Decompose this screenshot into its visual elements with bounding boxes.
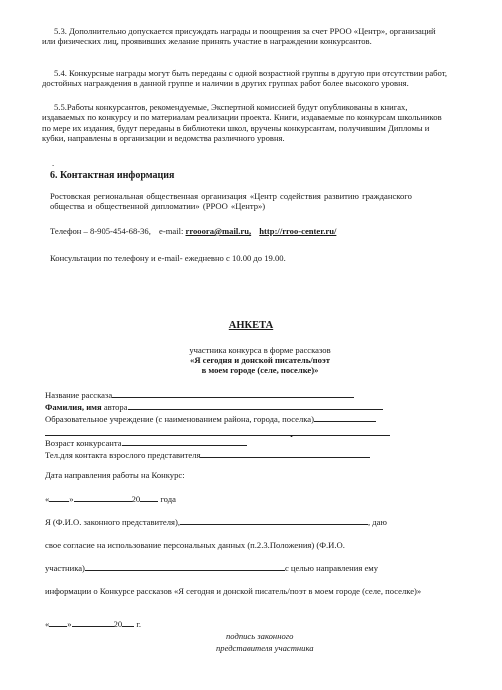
contacts-email-label: e-mail: bbox=[159, 226, 184, 236]
signature-caption-1: подпись законного bbox=[226, 631, 294, 641]
author-label-bold: Фамилия, имя bbox=[45, 402, 102, 412]
sign-quote-close: » bbox=[67, 619, 72, 629]
sign-month-line[interactable] bbox=[72, 618, 114, 627]
participant-suffix: с целью направления ему bbox=[284, 563, 378, 573]
dot-mark-2: • bbox=[290, 431, 294, 441]
date-field[interactable] bbox=[45, 493, 176, 504]
contacts-phone: Телефон – 8-905-454-68-36, bbox=[50, 226, 151, 236]
story-title-label: Название рассказа bbox=[45, 390, 113, 400]
sign-day-line[interactable] bbox=[49, 618, 67, 627]
participant-label: участника) bbox=[45, 563, 85, 573]
school-line[interactable] bbox=[314, 413, 376, 422]
school-line-2[interactable] bbox=[45, 427, 390, 436]
school-label: Образовательное учреждение (с наименованием района, города, поселка) bbox=[45, 414, 314, 424]
consent-name-line[interactable] bbox=[180, 516, 368, 525]
author-field[interactable] bbox=[45, 401, 383, 412]
dot-mark: . bbox=[52, 158, 55, 168]
consent-text: свое согласие на использование персональных данных (п.2.3.Положения) (Ф.И.О. bbox=[45, 540, 345, 550]
adult-phone-field[interactable] bbox=[45, 449, 370, 460]
paragraph-5-5: 5.5.Работы конкурсантов, рекомендуемые, Экспертной комиссией будут опубликованы в книгах, издаваемых по конкурсу и по материалам реализации проекта. Книги, издаваемые по конкурсам школьников по мере их издания, будут переданы в библиотеки школ, вручены конкурсантам, получившим Дипломы и кубки, направлены в организации и ведомства различного уровня. bbox=[42, 102, 442, 144]
author-line[interactable] bbox=[128, 401, 383, 410]
date-year-prefix: 20 bbox=[131, 494, 141, 504]
form-subtitle-3: в моем городе (селе, поселке)» bbox=[201, 365, 319, 375]
age-line[interactable] bbox=[122, 437, 247, 446]
date-quote-open: « bbox=[45, 494, 50, 504]
sign-year-line[interactable] bbox=[122, 618, 134, 627]
contacts-org: Ростовская региональная общественная организация «Центр содействия развитию гражданского общества и общественной дипломатии» (РРОО «Центр») bbox=[50, 191, 412, 212]
consent-suffix: , даю bbox=[367, 517, 387, 527]
date-day-line[interactable] bbox=[49, 493, 69, 502]
author-label: автора bbox=[103, 402, 128, 412]
form-subtitle-2: «Я сегодня и донской писатель/поэт bbox=[190, 355, 330, 365]
participant-line[interactable] bbox=[85, 562, 285, 571]
date-label: Дата направления работы на Конкурс: bbox=[45, 470, 185, 480]
sign-year-prefix: 20 bbox=[113, 619, 123, 629]
age-label: Возраст конкурсанта bbox=[45, 438, 122, 448]
contacts-heading: 6. Контактная информация bbox=[50, 170, 175, 181]
contacts-email-link[interactable]: rrooora@mail.ru, bbox=[185, 226, 252, 236]
paragraph-5-4: 5.4. Конкурсные награды могут быть переданы с одной возрастной группы в другую при отсутствии работ, достойных награждения в данной группе и наличии в других группах работ более высокого уровня. bbox=[42, 68, 447, 89]
school-field[interactable] bbox=[45, 413, 376, 424]
date-year-line[interactable] bbox=[140, 493, 158, 502]
sign-date-field[interactable] bbox=[45, 618, 141, 629]
sign-year-suffix: г. bbox=[136, 619, 142, 629]
consent-name-label: Я (Ф.И.О. законного представителя), bbox=[45, 517, 180, 527]
age-field[interactable] bbox=[45, 437, 247, 448]
date-month-line[interactable] bbox=[74, 493, 132, 502]
date-year-suffix: года bbox=[160, 494, 176, 504]
contacts-phone-line bbox=[50, 226, 336, 236]
sign-quote-open: « bbox=[45, 619, 50, 629]
form-title: АНКЕТА bbox=[228, 320, 274, 331]
form-subtitle-1: участника конкурса в форме рассказов bbox=[189, 345, 331, 355]
participant-field[interactable] bbox=[45, 562, 378, 573]
info-text: информации о Конкурсе рассказов «Я сегодня и донской писатель/поэт в моем городе (селе, поселке)» bbox=[45, 586, 422, 596]
adult-phone-label: Тел.для контакта взрослого представителя bbox=[45, 450, 201, 460]
paragraph-5-3: 5.3. Дополнительно допускается присуждать награды и поощрения за счет РРОО «Центр», организаций или физических лиц, проявивших желание принять участие в награждении конкурсантов. bbox=[42, 26, 436, 47]
consent-name-field[interactable] bbox=[45, 516, 387, 527]
story-title-line[interactable] bbox=[112, 389, 354, 398]
date-quote-close: » bbox=[69, 494, 74, 504]
signature-caption-2: представителя участника bbox=[216, 643, 314, 653]
adult-phone-line[interactable] bbox=[200, 449, 370, 458]
contacts-site-link[interactable]: http://rroo-center.ru/ bbox=[259, 226, 337, 236]
contacts-hours: Консультации по телефону и e-mail- ежедневно с 10.00 до 19.00. bbox=[50, 253, 286, 263]
story-title-field[interactable] bbox=[45, 389, 354, 400]
